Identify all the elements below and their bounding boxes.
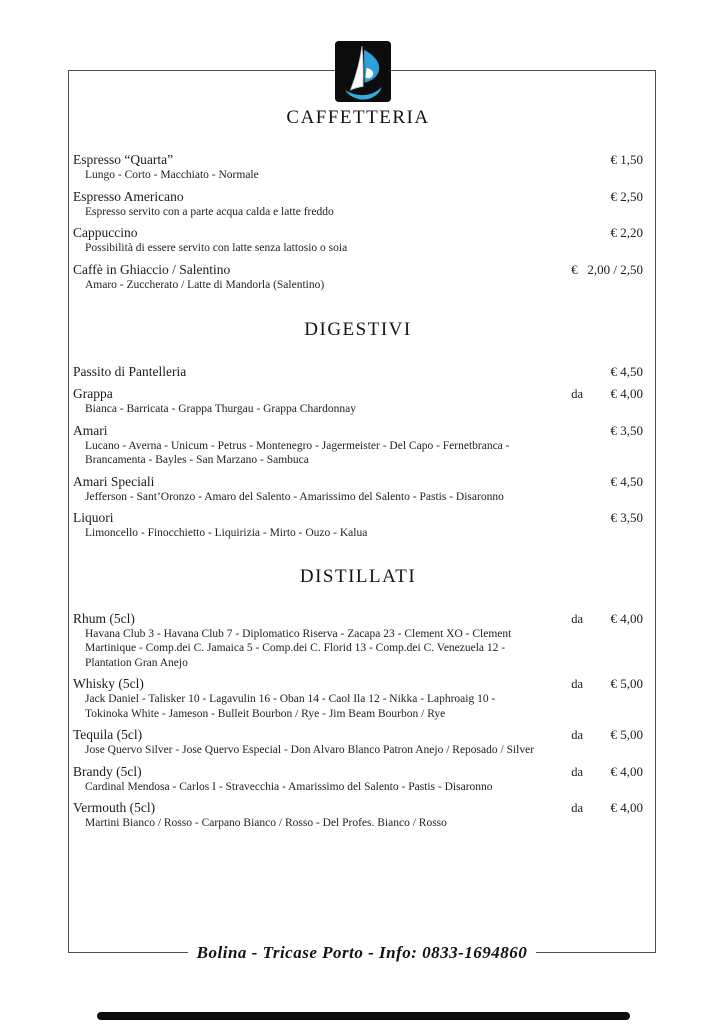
item-price: € 4,50: [610, 364, 643, 379]
item-name: Tequila (5cl): [73, 727, 143, 742]
item-name: Espresso Americano: [73, 188, 184, 204]
item-price: € 1,50: [610, 152, 643, 167]
menu-item-head: [73, 727, 643, 743]
menu-item-head: [73, 474, 643, 490]
menu-item: [73, 152, 643, 183]
item-name: Cappuccino: [73, 225, 138, 240]
menu-item: [73, 225, 643, 256]
item-details-line: Martinique - Comp.dei C. Jamaica 5 - Comp.dei C. Florid 13 - Comp.dei C. Venezuela 12 -: [85, 642, 506, 654]
item-price: € 4,00: [610, 800, 643, 815]
menu-item-head: [73, 152, 643, 168]
item-details-line: Possibilità di essere servito con latte senza lattosio o soia: [85, 242, 348, 254]
menu-item-head: [73, 800, 643, 816]
item-name: Whisky (5cl): [73, 676, 144, 691]
section-title: DISTILLATI: [299, 565, 417, 587]
item-price: € 5,00: [610, 676, 643, 691]
item-da-label: da: [571, 677, 583, 691]
item-da-label: da: [571, 728, 583, 742]
home-indicator-bar: [97, 1012, 630, 1020]
item-price: € 4,00: [610, 610, 643, 626]
item-name: Amari Speciali: [73, 473, 155, 489]
item-name: Rhum (5cl): [73, 610, 135, 626]
item-details-line: Jack Daniel - Talisker 10 - Lagavulin 16 - Oban 14 - Caol Ila 12 - Nikka - Laphroaig 10 -: [85, 693, 496, 705]
item-details-line: Bianca - Barricata - Grappa Thurgau - Grappa Chardonnay: [85, 403, 356, 415]
menu-item: [73, 764, 643, 795]
menu-item: [73, 474, 643, 505]
item-price: € 4,00: [610, 763, 643, 779]
menu-item: [73, 364, 643, 380]
item-name: Passito di Pantelleria: [73, 364, 187, 379]
menu-item: [73, 800, 643, 831]
item-name: Espresso “Quarta”: [73, 152, 174, 167]
menu-item: [73, 510, 643, 541]
menu-item-head: [73, 225, 643, 241]
menu-item: [73, 262, 643, 293]
menu-item-head: [73, 423, 643, 439]
item-da-label: da: [571, 611, 583, 626]
item-details-line: Havana Club 3 - Havana Club 7 - Diplomatico Riserva - Zacapa 23 - Clement XO - Clement: [85, 627, 512, 640]
menu-item-head: [73, 764, 643, 780]
item-details-line: Jose Quervo Silver - Jose Quervo Especial - Don Alvaro Blanco Patron Anejo / Reposado / Silver: [85, 744, 535, 756]
item-price: € 2,00 / 2,50: [571, 261, 643, 277]
item-name: Brandy (5cl): [73, 763, 142, 779]
item-details-line: Lucano - Averna - Unicum - Petrus - Montenegro - Jagermeister - Del Capo - Fernetbranca -: [85, 439, 510, 452]
item-name: Grappa: [73, 386, 113, 401]
menu-section: [73, 565, 643, 831]
item-details-line: Limoncello - Finocchietto - Liquirizia - Mirto - Ouzo - Kalua: [85, 527, 368, 539]
menu-section: [73, 318, 643, 541]
item-name: Vermouth (5cl): [73, 800, 156, 815]
section-title: CAFFETTERIA: [286, 107, 430, 128]
item-name: Liquori: [73, 510, 114, 525]
item-price: € 3,50: [610, 422, 643, 438]
menu-item: [73, 189, 643, 220]
menu-item-head: [73, 364, 643, 380]
menu-section: [73, 106, 643, 292]
item-price: € 4,50: [610, 473, 643, 489]
menu-content: [68, 70, 657, 837]
item-da-label: da: [571, 387, 583, 401]
menu-item: [73, 423, 643, 468]
item-details-line: Lungo - Corto - Macchiato - Normale: [85, 169, 259, 181]
menu-item-head: [73, 510, 643, 526]
menu-item-head: [73, 386, 643, 402]
menu-item: [73, 386, 643, 417]
item-price: € 4,00: [610, 386, 643, 401]
item-details-line: Plantation Gran Anejo: [85, 656, 188, 669]
sailboat-icon: [335, 41, 391, 102]
section-items: [73, 611, 643, 831]
footer-text: Bolina - Tricase Porto - Info: 0833-1694860: [188, 943, 537, 963]
section-items: [73, 152, 643, 292]
item-details-line: Jefferson - Sant’Oronzo - Amaro del Salento - Amarissimo del Salento - Pastis - Disaronno: [85, 490, 504, 503]
item-da-label: da: [571, 801, 583, 815]
menu-item-head: [73, 262, 643, 278]
item-price: € 3,50: [610, 510, 643, 525]
menu-item: [73, 611, 643, 671]
item-name: Caffè in Ghiaccio / Salentino: [73, 261, 231, 277]
item-price: € 2,20: [610, 225, 643, 240]
menu-item-head: [73, 676, 643, 692]
sailboat-logo: [335, 41, 391, 102]
item-details-line: Brancamenta - Bayles - San Marzano - Sambuca: [85, 454, 309, 466]
item-da-label: da: [571, 764, 583, 779]
menu-item: [73, 727, 643, 758]
item-details-line: Cardinal Mendosa - Carlos I - Stravecchia - Amarissimo del Salento - Pastis - Disaronno: [85, 780, 493, 793]
menu-item: [73, 676, 643, 721]
item-details-line: Martini Bianco / Rosso - Carpano Bianco / Rosso - Del Profes. Bianco / Rosso: [85, 817, 447, 829]
footer: [0, 943, 724, 963]
section-title: DIGESTIVI: [304, 319, 412, 340]
item-name: Amari: [73, 422, 108, 438]
item-details-line: Espresso servito con a parte acqua calda e latte freddo: [85, 205, 334, 218]
menu-item-head: [73, 189, 643, 205]
item-details-line: Amaro - Zuccherato / Latte di Mandorla (Salentino): [85, 278, 325, 291]
item-price: € 5,00: [610, 727, 643, 742]
menu-item-head: [73, 611, 643, 627]
item-details-line: Tokinoka White - Jameson - Bulleit Bourbon / Rye - Jim Beam Bourbon / Rye: [85, 707, 446, 720]
section-items: [73, 364, 643, 541]
item-price: € 2,50: [610, 188, 643, 204]
